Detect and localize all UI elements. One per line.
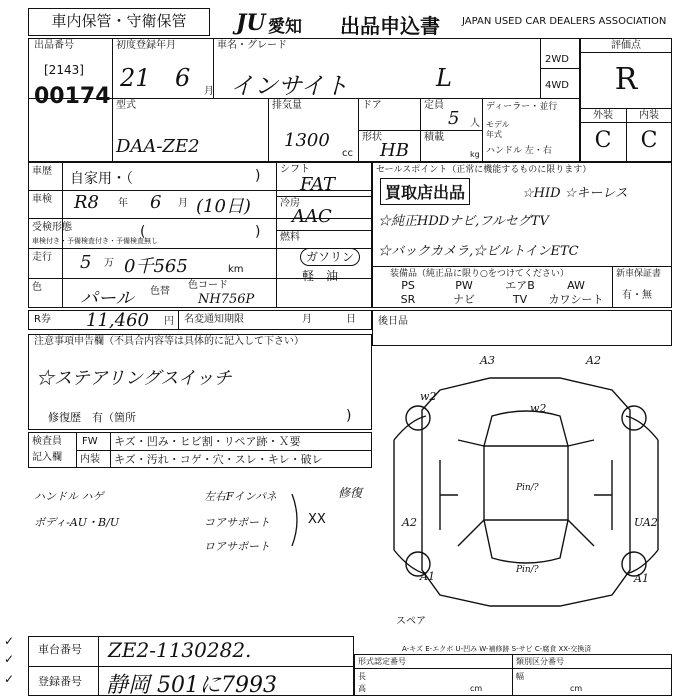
lot-number: 00174 — [34, 84, 111, 109]
car-name: インサイト — [230, 72, 349, 100]
interior-label: 内装 — [639, 110, 659, 121]
r-ken-label: R券 — [34, 314, 51, 325]
capacity-label: 定員 — [424, 100, 444, 111]
shaken-type-label: 受検形態 — [32, 222, 72, 233]
reg-month: 6 — [175, 64, 191, 92]
reg-label: 登録番号 — [38, 675, 82, 688]
model-code: DAA-ZE2 — [116, 136, 200, 157]
color-label: 色 — [32, 282, 42, 293]
eval-score: R — [614, 62, 638, 97]
damage-a1-right: A1 — [634, 572, 649, 585]
selling-point-3: ☆バックカメラ,☆ビルトインETC — [378, 244, 579, 259]
memo-6: XX — [308, 512, 326, 527]
mileage-label: 走行 — [32, 252, 52, 263]
car-diagram — [380, 350, 672, 625]
storage-banner: 車内保管・守衛保管 — [28, 8, 210, 36]
color-code-label: 色コード — [188, 280, 228, 291]
fuel-label: 燃料 — [280, 232, 300, 243]
shaken-label: 車検 — [32, 194, 52, 205]
history-label: 車歴 — [32, 166, 52, 177]
selling-points-title: 買取店出品 — [380, 178, 470, 205]
check-mark-1: ✓ — [4, 634, 15, 648]
check-mark-2: ✓ — [4, 652, 15, 666]
rear-items-box — [372, 310, 672, 346]
memo-4: コアサポート — [204, 516, 270, 529]
door-label: ドア — [362, 100, 382, 111]
damage-a1-left: A1 — [420, 570, 435, 583]
check-mark-3: ✓ — [4, 672, 15, 686]
damage-a2-front-right: A2 — [586, 354, 601, 367]
dealer-label: ディーラー・並行 — [486, 102, 558, 112]
shaken-type-note: 車検付き・予備検査付き・予備検査無し — [32, 237, 158, 245]
reg-year: 21 — [120, 64, 151, 92]
cooling-label: 冷房 — [280, 198, 300, 209]
spare-label: スペア — [396, 616, 426, 627]
exterior-label: 外装 — [593, 110, 613, 121]
memo-2: ボディ-AU・B/U — [34, 516, 120, 529]
memo-5: ロアサポート — [204, 540, 270, 553]
equipment-0: PS — [401, 279, 415, 292]
2wd-label: 2WD — [545, 54, 569, 65]
memo-7: 修復 — [338, 486, 363, 500]
shape-value: HB — [380, 140, 409, 161]
color-value: パール — [80, 288, 134, 309]
history-value: 自家用・（ — [70, 171, 133, 187]
damage-pin-1: Pin/? — [516, 483, 539, 493]
cooling-value: AAC — [292, 206, 332, 227]
r-ken-value: 11,460 — [86, 310, 149, 331]
shape-label: 形状 — [362, 132, 382, 143]
selling-point-2: ☆純正HDDナビ,フルセグTV — [378, 214, 549, 229]
shift-label: シフト — [280, 164, 310, 175]
registration-number: 静岡 501に7993 — [106, 673, 277, 698]
damage-w2-center: w2 — [530, 402, 547, 415]
chassis-label: 車台番号 — [38, 643, 82, 656]
fuel-value: ガソリン — [300, 248, 360, 266]
equipment-label: 装備品（純正品に限り○をつけてください） — [390, 269, 569, 279]
model-year-label: モデル 年式 — [486, 120, 510, 139]
capacity-value: 5 — [448, 108, 460, 129]
inspector-label: 検査員 — [32, 436, 62, 447]
damage-pin-2: Pin/? — [516, 565, 539, 575]
class-label: 類別区分番号 — [516, 657, 564, 666]
chassis-number: ZE2-1130282. — [108, 638, 252, 662]
format-label: 形式認定番号 — [358, 657, 406, 666]
association-name: JAPAN USED CAR DEALERS ASSOCIATION — [462, 16, 667, 27]
selling-points-label: セールスポイント（正常に機能するものに限ります） — [376, 165, 592, 175]
lot-bracket: [2143] — [44, 63, 84, 77]
region-name: 愛知 — [268, 17, 302, 37]
shaken-value: R8 — [74, 192, 100, 213]
ju-logo: JU — [236, 10, 266, 36]
fw-items: キズ・凹み・ヒビ割・リペア跡・Ｘ要 — [114, 435, 301, 448]
color-code-value: NH756P — [198, 292, 255, 307]
equipment-3: AW — [567, 279, 585, 292]
equipment-7: カワシート — [548, 293, 604, 306]
selling-point-1: ☆HID ☆キーレス — [522, 186, 628, 201]
rear-items-label: 後日品 — [378, 316, 408, 327]
exterior-grade: C — [594, 128, 612, 153]
damage-w2-left: w2 — [420, 390, 437, 403]
memo-bracket — [290, 492, 304, 548]
4wd-label: 4WD — [545, 80, 569, 91]
damage-a2-left: A2 — [402, 516, 417, 529]
tax-notice-label: 名変通知期限 — [184, 314, 244, 325]
eval-label: 評価点 — [611, 40, 641, 51]
first-registration-label: 初度登録年月 — [116, 40, 176, 51]
equipment-1: PW — [455, 279, 473, 292]
interior-grade: C — [640, 128, 658, 153]
damage-ua2-right: UA2 — [634, 516, 658, 529]
equipment-4: SR — [400, 293, 416, 306]
memo-1: ハンドル ハゲ — [34, 490, 104, 503]
displacement-value: 1300 — [284, 130, 330, 151]
equipment-5: ナビ — [453, 293, 475, 306]
lot-number-label: 出品番号 — [34, 40, 74, 51]
equipment-2: エアB — [505, 279, 535, 292]
load-label: 積載 — [424, 132, 444, 143]
color-change-label: 色替 — [150, 286, 170, 297]
shift-value: FAT — [300, 174, 335, 195]
repair-history: 修復歴 有（箇所 — [48, 411, 136, 424]
displacement-label: 排気量 — [272, 100, 302, 111]
model-label: 型式 — [116, 100, 136, 111]
equipment-grid — [380, 280, 608, 308]
kei-label: 軽 油 — [302, 269, 339, 283]
car-name-label: 車名・グレード — [217, 40, 287, 51]
notes-label: 注意事項申告欄（不具合内容等は具体的に記入して下さい） — [34, 336, 304, 347]
damage-a3-front-left: A3 — [480, 354, 495, 367]
grade: L — [436, 64, 452, 92]
mileage-value: 5 — [80, 252, 92, 273]
warranty-options: 有・無 — [622, 290, 652, 301]
new-car-warranty-label: 新車保証書 — [616, 269, 662, 279]
memo-3: 左右Fインパネ — [204, 490, 277, 503]
equipment-6: TV — [512, 293, 528, 306]
handle-label: ハンドル 左・右 — [486, 146, 552, 156]
form-title: 出品申込書 — [340, 14, 440, 38]
naiso-items: キズ・汚れ・コゲ・穴・スレ・キレ・破レ — [114, 453, 323, 466]
entry-column-label: 記入欄 — [32, 452, 62, 463]
note-1: ☆ステアリングスイッチ — [36, 368, 232, 389]
damage-legend: A-キズ E-エクボ U-凹み W-補修跡 S-サビ C-腐食 XX-交換済 — [402, 645, 592, 653]
